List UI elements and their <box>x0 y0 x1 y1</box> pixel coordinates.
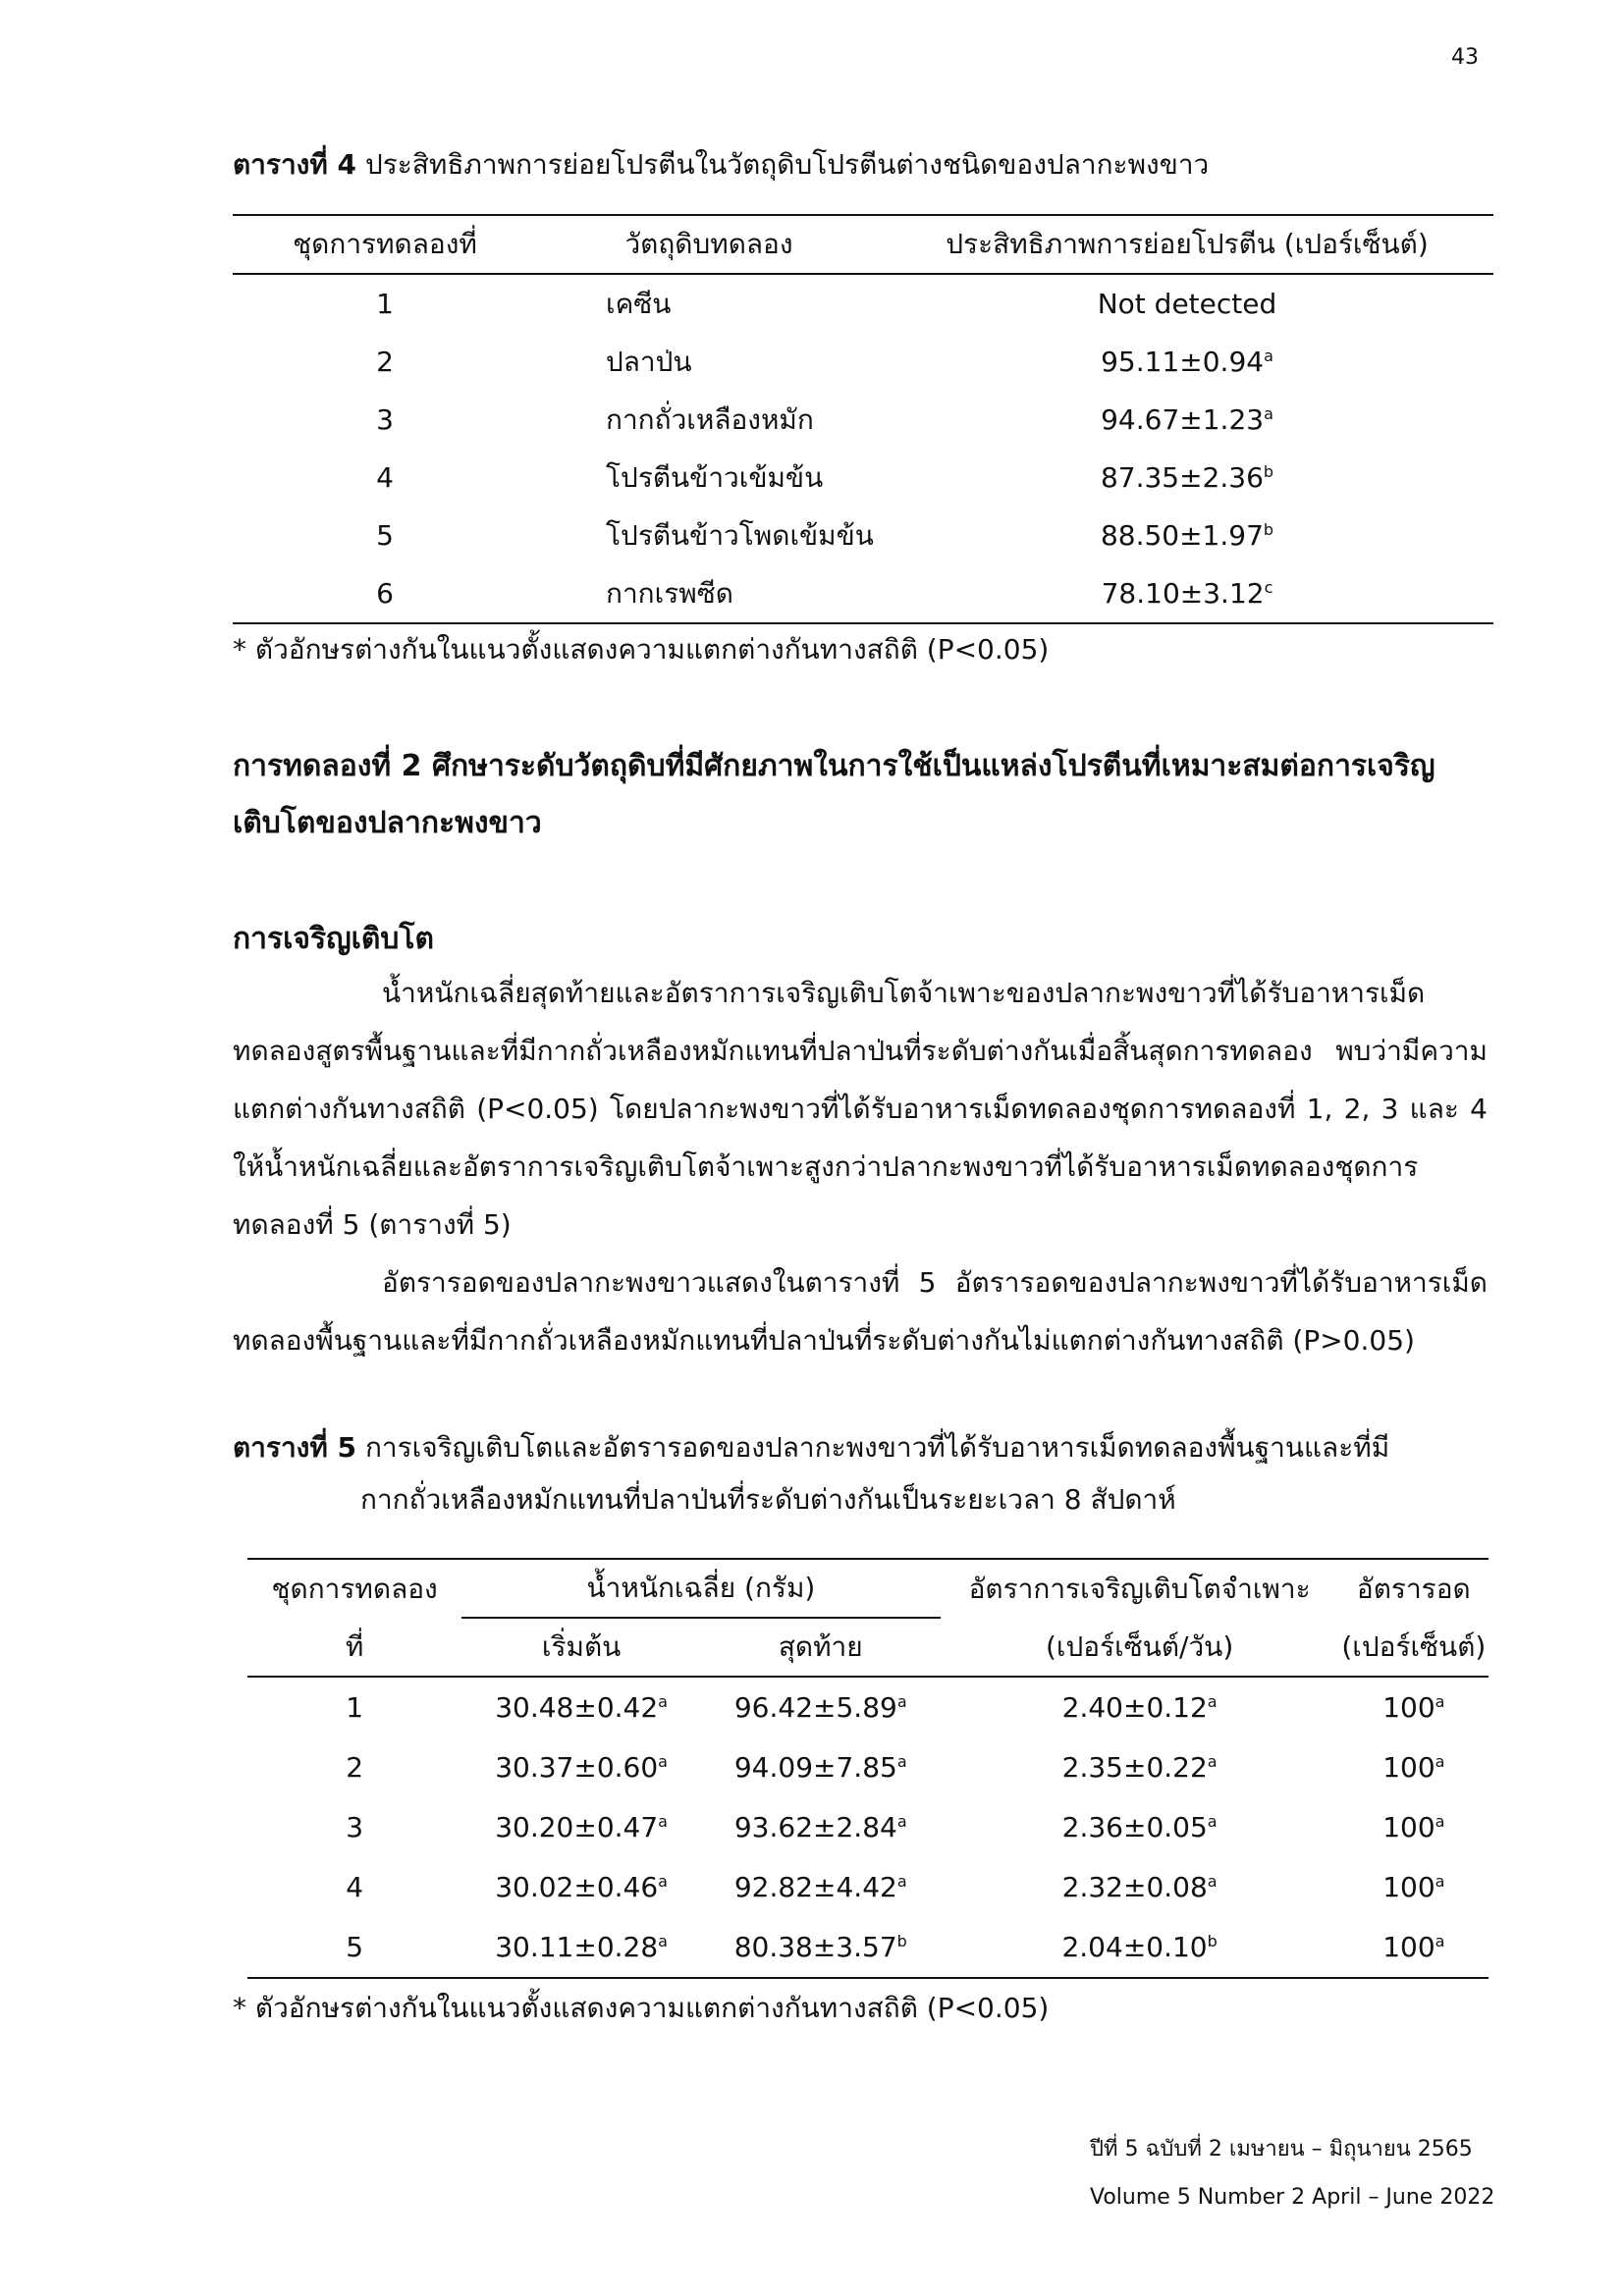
table4-cell-no: 6 <box>233 564 537 623</box>
table5-row <box>247 1857 1489 1917</box>
table5-cell-initial: 30.48±0.42$^a$ <box>495 1691 668 1724</box>
table5-cell-initial: 30.20±0.47$^a$ <box>495 1811 668 1843</box>
table4-row <box>233 564 1493 623</box>
table4-cell-material: กากเรพซีด <box>537 564 881 623</box>
table4-row <box>233 507 1493 564</box>
table5-cell-final: 80.38±3.57$^b$ <box>701 1917 941 1978</box>
table4-cell-value: 95.11±0.94$^a$ <box>1101 346 1273 378</box>
table5-cell-final: 92.82±4.42$^a$ <box>733 1871 907 1903</box>
table5-title-line2: กากถั่วเหลืองหมักแทนที่ปลาป่นที่ระดับต่างกันเป็นระยะเวลา 8 สัปดาห์ <box>360 1483 1176 1517</box>
table5-cell-no: 3 <box>346 1811 364 1843</box>
table5-cell-final: 96.42±5.89$^a$ <box>733 1691 907 1724</box>
table4-cell-no: 2 <box>376 346 394 378</box>
table5-cell-survival: 100$^a$ <box>1382 1811 1445 1843</box>
table5-cell-no: 2 <box>346 1751 364 1784</box>
table4-cell-value: 94.67±1.23$^a$ <box>1101 403 1273 436</box>
table5-cell-survival: 100$^a$ <box>1382 1751 1445 1784</box>
table5-header-initial: เริ่มต้น <box>461 1618 701 1677</box>
table5-caption <box>233 1428 1489 1519</box>
table5 <box>247 1558 1489 1979</box>
table5-header-survival-unit: (เปอร์เซ็นต์) <box>1339 1618 1489 1677</box>
table5-cell-final: 94.09±7.85$^a$ <box>733 1751 907 1784</box>
table4-header: วัตถุดิบทดลอง <box>537 215 881 274</box>
table5-row <box>247 1917 1489 1978</box>
table5-note: * ตัวอักษรต่างกันในแนวตั้งแสดงความแตกต่างกันทางสถิติ (P<0.05) <box>233 1992 1050 2024</box>
table5-cell-survival: 100$^a$ <box>1382 1691 1445 1724</box>
table5-cell-sgr: 2.40±0.12$^a$ <box>1061 1691 1218 1724</box>
table4-header: ชุดการทดลองที่ <box>233 215 537 274</box>
table4 <box>233 214 1493 624</box>
table5-cell-initial: 30.11±0.28$^a$ <box>461 1917 701 1978</box>
table5-cell-final: 93.62±2.84$^a$ <box>733 1811 907 1843</box>
table5-label: ตารางที่ 5 <box>233 1431 357 1464</box>
table5-header-final: สุดท้าย <box>701 1618 941 1677</box>
table5-row <box>247 1737 1489 1797</box>
table5-cell-no: 5 <box>247 1917 461 1978</box>
table4-cell-value: Not detected <box>1097 288 1277 320</box>
table5-header-sgr: อัตราการเจริญเติบโตจำเพาะ <box>941 1559 1339 1618</box>
paragraph-survival: อัตรารอดของปลากะพงขาวแสดงในตารางที่ 5 อัตรารอดของปลากะพงขาวที่ได้รับอาหารเม็ดทดลองพื้นฐานและที่มีกากถั่วเหลืองหมักแทนที่ปลาป่นที่ระดับต่างกันไม่แตกต่างกันทางสถิติ (P>0.05) <box>233 1266 1488 1357</box>
table4-row <box>233 274 1493 333</box>
table4-title: ประสิทธิภาพการย่อยโปรตีนในวัตถุดิบโปรตีนต่างชนิดของปลากะพงขาว <box>364 148 1210 181</box>
table4-cell-no: 4 <box>376 461 394 494</box>
table5-row <box>247 1677 1489 1737</box>
table4-cell-material: ปลาป่น <box>606 345 692 378</box>
table5-cell-no: 4 <box>346 1871 364 1903</box>
table5-cell-no: 1 <box>346 1691 364 1724</box>
page-number: 43 <box>1451 45 1479 70</box>
table4-cell-material: โปรตีนข้าวโพดเข้มข้น <box>606 518 874 552</box>
growth-heading: การเจริญเติบโต <box>233 922 435 956</box>
table4-cell-no: 3 <box>376 403 394 436</box>
table4-cell-value: 88.50±1.97$^b$ <box>1100 519 1274 552</box>
table4-cell-material: โปรตีนข้าวเข้มข้น <box>606 460 824 494</box>
table5-cell-sgr: 2.32±0.08$^a$ <box>1061 1871 1218 1903</box>
table4-row <box>233 333 1493 391</box>
experiment2-heading: การทดลองที่ 2 ศึกษาระดับวัตถุดิบที่มีศักยภาพในการใช้เป็นแหล่งโปรตีนที่เหมาะสมต่อการเจริญเติบโตของปลากะพงขาว <box>233 749 1435 840</box>
table5-cell-survival: 100$^a$ <box>1339 1917 1489 1978</box>
table5-cell-survival: 100$^a$ <box>1382 1871 1445 1903</box>
table4-label: ตารางที่ 4 <box>233 148 357 181</box>
table4-cell-value: 78.10±3.12$^c$ <box>881 564 1493 623</box>
table4-caption <box>233 145 1209 184</box>
table5-header-set-2: ที่ <box>247 1618 461 1677</box>
table5-row <box>247 1797 1489 1857</box>
table5-header-sgr-unit: (เปอร์เซ็นต์/วัน) <box>941 1618 1339 1677</box>
footer-english: Volume 5 Number 2 April – June 2022 <box>1090 2185 1495 2210</box>
paragraph-growth: น้ำหนักเฉลี่ยสุดท้ายและอัตราการเจริญเติบโตจ้าเพาะของปลากะพงขาวที่ได้รับอาหารเม็ดทดลองสูตรพื้นฐานและที่มีกากถั่วเหลืองหมักแทนที่ปลาป่นที่ระดับต่างกันเมื่อสิ้นสุดการทดลอง พบว่ามีความแตกต่างกันทางสถิติ (P<0.05) โดยปลากะพงขาวที่ได้รับอาหารเม็ดทดลองชุดการทดลองที่ 1, 2, 3 และ 4 ให้น้ำหนักเฉลี่ยและอัตราการเจริญเติบโตจ้าเพาะสูงกว่าปลากะพงขาวที่ได้รับอาหารเม็ดทดลองชุดการทดลองที่ 5 (ตารางที่ 5) <box>233 977 1488 1241</box>
table4-row <box>233 449 1493 507</box>
table5-header-survival: อัตรารอด <box>1339 1559 1489 1618</box>
table5-cell-initial: 30.02±0.46$^a$ <box>495 1871 668 1903</box>
table4-note: * ตัวอักษรต่างกันในแนวตั้งแสดงความแตกต่างกันทางสถิติ (P<0.05) <box>233 633 1050 666</box>
table5-header-set: ชุดการทดลอง <box>247 1559 461 1618</box>
table5-cell-sgr: 2.35±0.22$^a$ <box>1061 1751 1218 1784</box>
table4-row <box>233 391 1493 449</box>
table5-cell-sgr: 2.04±0.10$^b$ <box>941 1917 1339 1978</box>
table5-title-line1: การเจริญเติบโตและอัตรารอดของปลากะพงขาวที่ได้รับอาหารเม็ดทดลองพื้นฐานและที่มี <box>364 1431 1390 1464</box>
table5-cell-initial: 30.37±0.60$^a$ <box>495 1751 668 1784</box>
table4-header: ประสิทธิภาพการย่อยโปรตีน (เปอร์เซ็นต์) <box>881 215 1493 274</box>
table4-cell-material: กากถั่วเหลืองหมัก <box>606 402 814 436</box>
footer-thai: ปีที่ 5 ฉบับที่ 2 เมษายน – มิถุนายน 2565 <box>1090 2137 1473 2162</box>
table4-cell-no: 1 <box>376 288 394 320</box>
table4-cell-value: 87.35±2.36$^b$ <box>1100 461 1274 494</box>
table5-header-weight: น้ำหนักเฉลี่ย (กรัม) <box>461 1559 940 1618</box>
table5-cell-sgr: 2.36±0.05$^a$ <box>1061 1811 1218 1843</box>
table4-cell-material: เคซีน <box>606 287 672 320</box>
table4-cell-no: 5 <box>376 519 394 552</box>
